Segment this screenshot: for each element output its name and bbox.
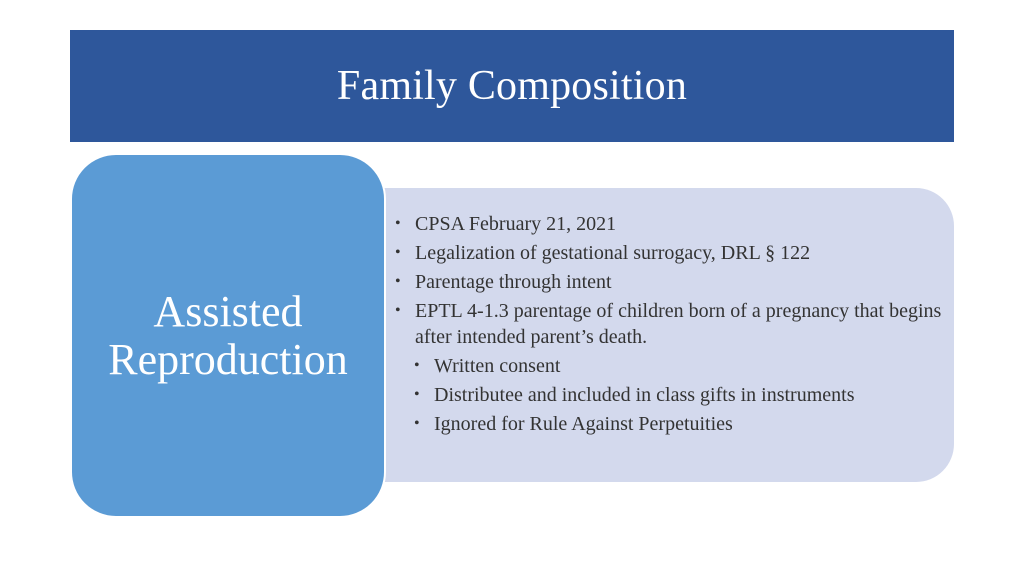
bullet-icon: • [414, 386, 420, 403]
list-item [395, 211, 945, 237]
bullet-icon: • [395, 302, 401, 319]
bullet-icon: • [395, 215, 401, 232]
bullet-icon: • [414, 415, 420, 432]
side-label-box [70, 153, 386, 518]
list-item-text: EPTL 4-1.3 parentage of children born of a pregnancy that begins after intended parent’s death. [415, 300, 942, 348]
list-item-text: Written consent [434, 355, 561, 377]
sub-list-item [395, 353, 945, 379]
sub-list-item [395, 411, 945, 437]
list-item [395, 240, 945, 266]
list-item [395, 298, 945, 350]
title-bar [70, 30, 954, 142]
side-label-line: Reproduction [108, 334, 348, 384]
bullet-icon: • [414, 357, 420, 374]
bullet-list [395, 211, 945, 440]
list-item-text: CPSA February 21, 2021 [415, 213, 617, 235]
bullet-icon: • [395, 273, 401, 290]
list-item-text: Legalization of gestational surrogacy, DRL § 122 [415, 242, 811, 264]
side-label-line: Assisted [153, 286, 303, 336]
list-item-text: Distributee and included in class gifts in instruments [434, 384, 855, 406]
list-item-text: Ignored for Rule Against Perpetuities [434, 413, 733, 435]
slide-title: Family Composition [336, 63, 688, 109]
side-label [108, 288, 348, 384]
list-item-text: Parentage through intent [415, 271, 612, 293]
bullet-icon: • [395, 244, 401, 261]
sub-list-item [395, 382, 945, 408]
list-item [395, 269, 945, 295]
